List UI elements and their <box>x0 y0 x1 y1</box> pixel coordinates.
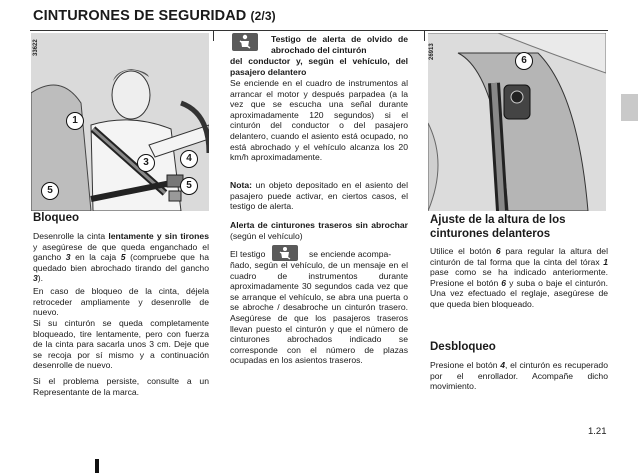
page-subtitle: (2/3) <box>250 9 276 23</box>
warning-title-line1: Testigo de alerta de olvido de abrochado del cinturón <box>271 34 408 55</box>
section-heading-desbloqueo: Desbloqueo <box>430 341 496 353</box>
section-heading-height-adjust: Ajuste de la altura de los cinturones delanteros <box>430 214 566 240</box>
rear-seatbelt-warning-icon <box>272 245 298 261</box>
warning-body: Se enciende en el cuadro de instrumentos al arrancar el motor y después parpadea (a la vez que se escucha una señal durante aproximadamente 120 segundos) si el cinturón del conductor o del pasajero delantero, cuando el asiento está ocupado, no está abrochado y el vehículo alcanza los 20 km/h aproximadamente. <box>230 78 408 163</box>
rear-alert-title: Alerta de cinturones traseros sin abrochar (según el vehículo) <box>230 220 408 241</box>
rear-alert-post-inline: se enciende acompa- <box>309 249 392 259</box>
crop-mark <box>95 459 99 473</box>
note-text: un objeto depositado en el asiento del pasajero puede activar, en ciertos casos, el testigo de alerta. <box>230 180 408 212</box>
column-divider <box>424 31 425 41</box>
warning-title-line2: del conductor y, según el vehículo, del pasajero delantero <box>230 56 408 77</box>
callout-1: 1 <box>66 112 84 130</box>
page-number: 1.21 <box>588 426 607 437</box>
figure-code: 26913 <box>429 43 435 60</box>
seatbelt-warning-icon <box>232 33 258 51</box>
column-divider <box>213 31 214 41</box>
section-heading-bloqueo: Bloqueo <box>33 212 79 224</box>
figure-code: 33622 <box>33 39 39 56</box>
rear-alert-title-suffix: (según el vehículo) <box>230 230 303 241</box>
callout-3: 3 <box>137 154 155 172</box>
header-rule <box>30 30 608 31</box>
warning-note <box>230 180 408 212</box>
bloqueo-paragraph: Desenrolle la cinta lentamente y sin tirones y asegúrese de que queda enganchado el gancho 3 en la caja 5 (compruebe que ha quedado bien abrochado tirando del gancho 3). <box>33 231 209 284</box>
callout-5: 5 <box>180 177 198 195</box>
section-tab-marker <box>621 94 638 121</box>
page-title: CINTURONES DE SEGURIDAD (2/3) <box>33 8 276 24</box>
bloqueo-line-3: Si el problema persiste, consulte a un Representante de la marca. <box>33 376 209 397</box>
rear-alert-pre: El testigo <box>230 249 266 259</box>
bloqueo-line-1: En caso de bloqueo de la cinta, déjela retroceder ampliamente y desenrolle de nuevo. <box>33 286 209 318</box>
desbloqueo-paragraph: Presione el botón 4, el cinturón es recuperado por el enrollador. Acompañe dicho movimiento. <box>430 360 608 392</box>
callout-5: 5 <box>41 182 59 200</box>
rear-alert-body: ñado, según el vehículo, de un mensaje en el cuadro de instrumentos durante aproximadamente 30 segundos cada vez que se arranque el vehículo, se abra una puerta o se abroche / desabroche un cinturón trasero. Asegúrese de que los pasajeros traseros llevan puesto el cinturón y que el número de cinturones abrochados indicado se corresponde con el número de plazas ocupadas en los asientos traseros. <box>230 260 408 366</box>
callout-4: 4 <box>180 150 198 168</box>
height-adjust-paragraph: Utilice el botón 6 para regular la altura del cinturón de tal forma que la cinta del tórax 1 pase como se ha indicado anteriormente. Presione el botón 6 y suba o baje el cinturón. Una vez efectuado el reglaje, asegúrese de que queda bien bloqueado. <box>430 246 608 309</box>
note-label: Nota: <box>230 180 252 190</box>
bloqueo-line-2: Si su cinturón se queda completamente bloqueado, tire lentamente, pero con fuerza de la cinta para sacarla unos 3 cm. Deje que se recoja por sí mismo y a continuación desenrolle de nuevo. <box>33 318 209 371</box>
callout-6: 6 <box>515 52 533 70</box>
